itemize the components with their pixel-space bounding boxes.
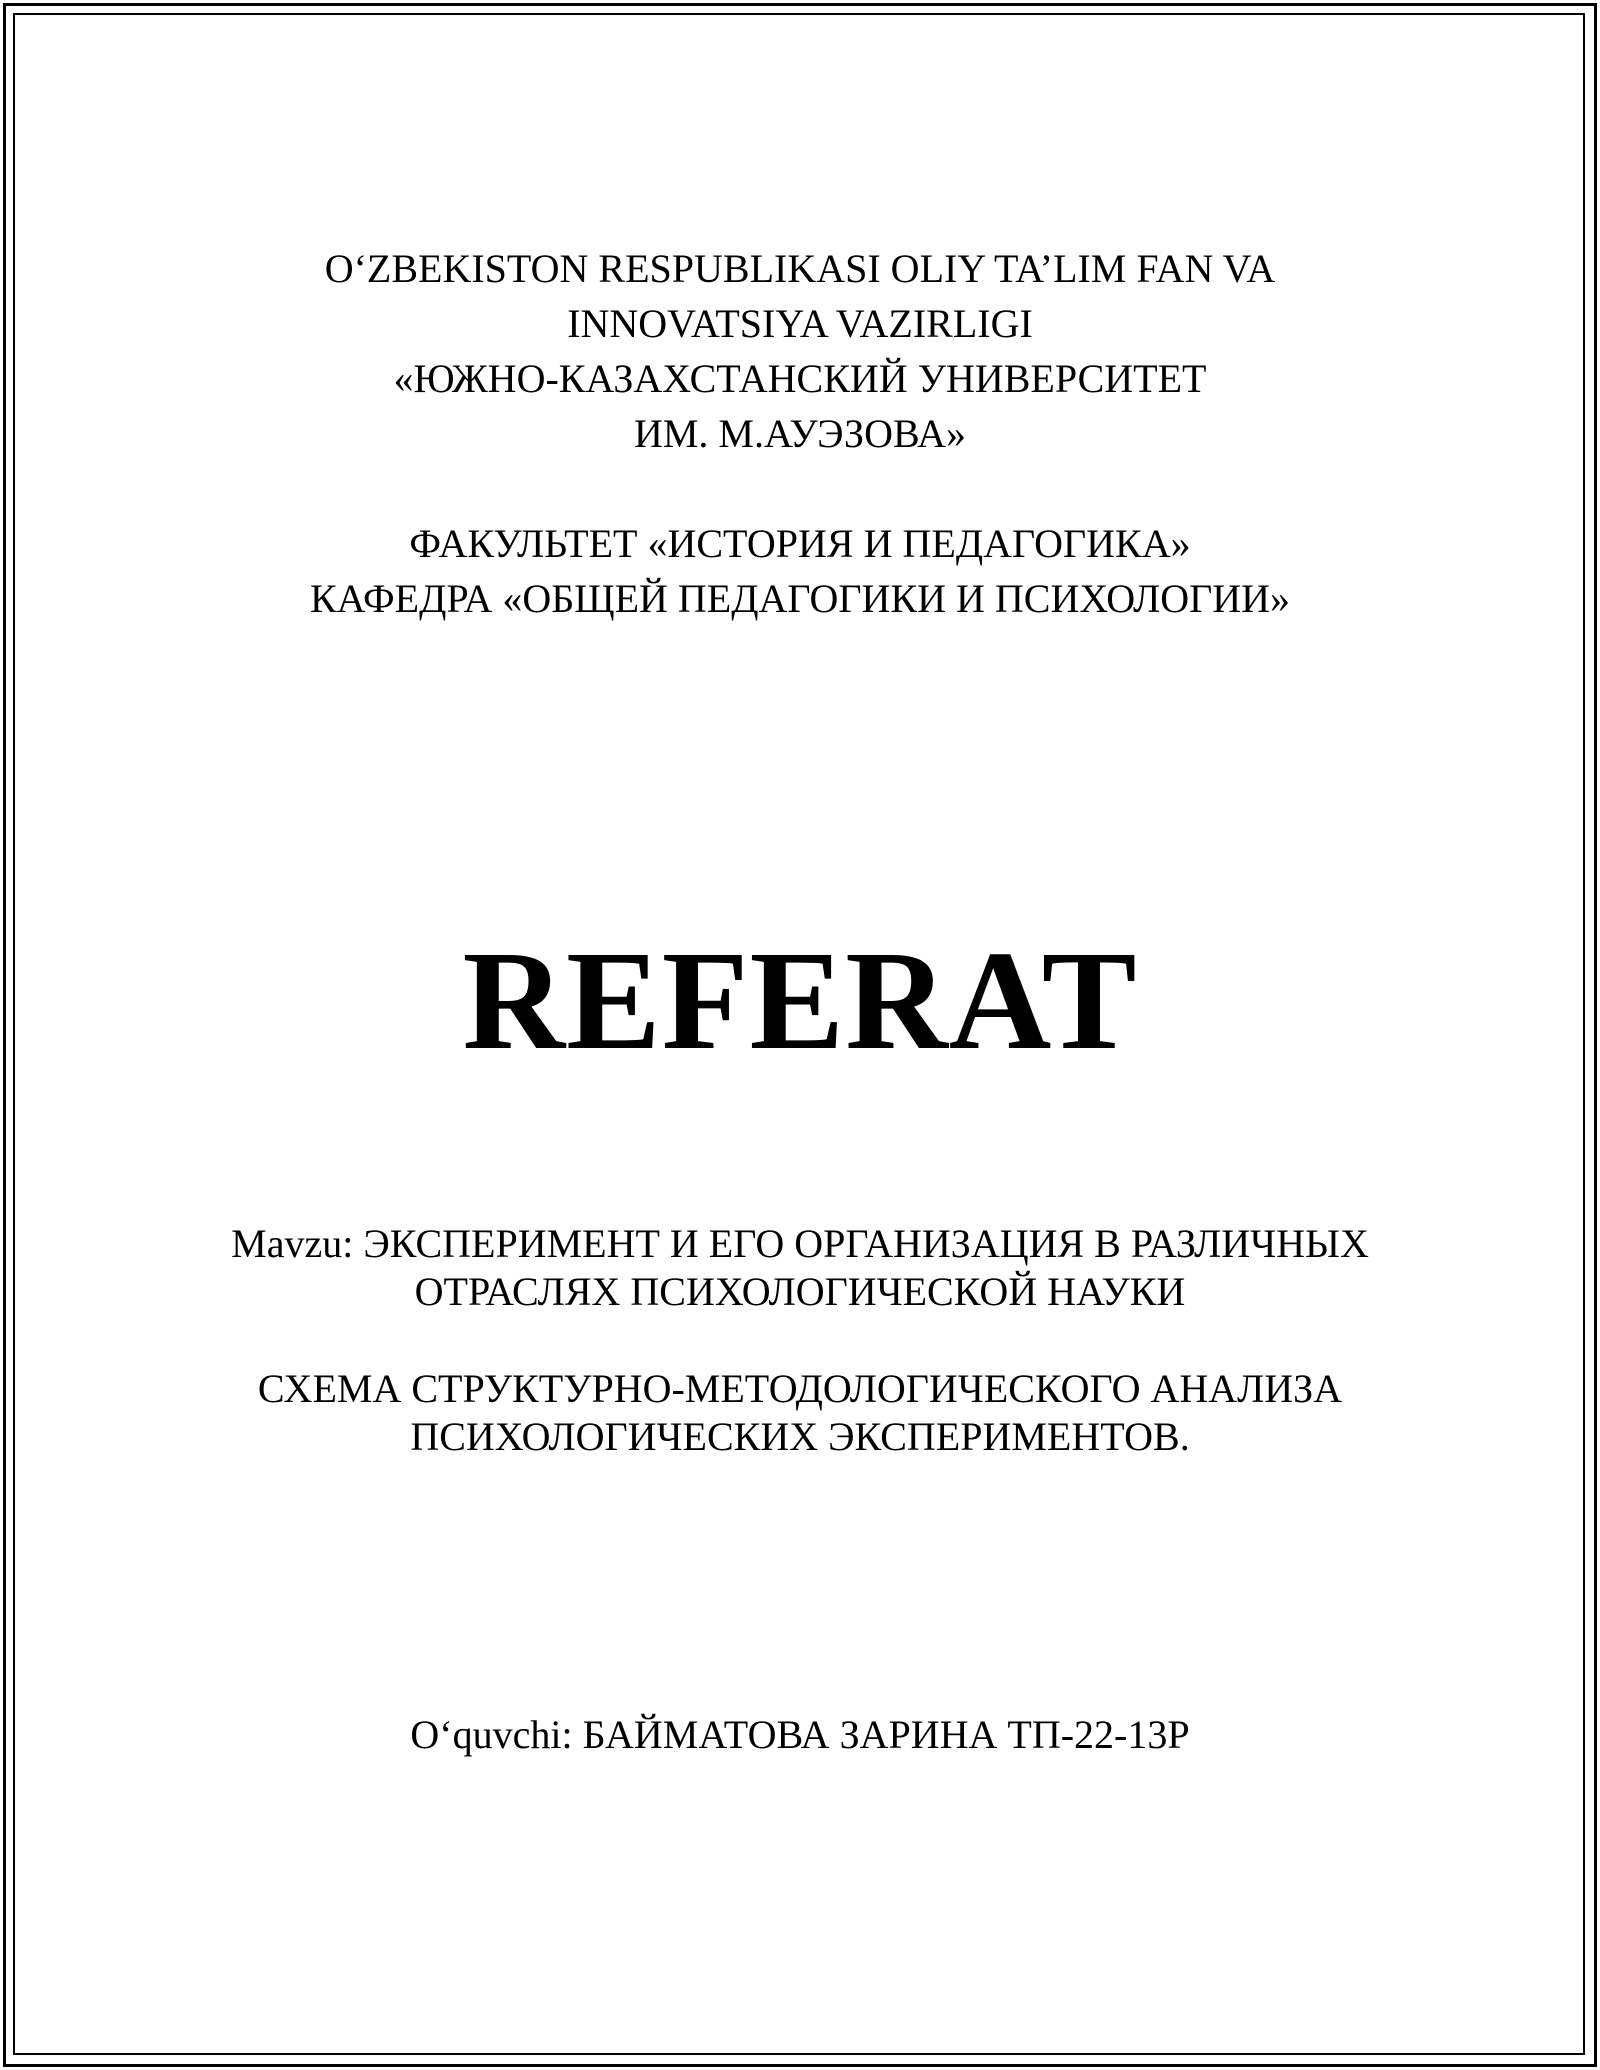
document-title: REFERAT <box>462 921 1138 1079</box>
ministry-line-2: INNOVATSIYA VAZIRLIGI <box>567 301 1033 346</box>
university-line-2: ИМ. М.АУЭЗОВА» <box>633 411 967 456</box>
topic-line-3: СХЕМА СТРУКТУРНО-МЕТОДОЛОГИЧЕСКОГО АНАЛИЗА <box>257 1366 1343 1411</box>
topic-line-4: ПСИХОЛОГИЧЕСКИХ ЭКСПЕРИМЕНТОВ. <box>410 1414 1190 1459</box>
department-line: КАФЕДРА «ОБЩЕЙ ПЕДАГОГИКИ И ПСИХОЛОГИИ» <box>310 576 1290 621</box>
student-line: O‘quvchi: БАЙМАТОВА ЗАРИНА ТП-22-13Р <box>410 1712 1190 1757</box>
ministry-line-1: O‘ZBEKISTON RESPUBLIKASI OLIY TA’LIM FAN VA <box>324 246 1276 291</box>
topic-line-2: ОТРАСЛЯХ ПСИХОЛОГИЧЕСКОЙ НАУКИ <box>414 1269 1186 1314</box>
university-line-1: «ЮЖНО-КАЗАХСТАНСКИЙ УНИВЕРСИТЕТ <box>393 356 1207 401</box>
faculty-line: ФАКУЛЬТЕТ «ИСТОРИЯ И ПЕДАГОГИКА» <box>409 521 1191 566</box>
topic-line-1: Mavzu: ЭКСПЕРИМЕНТ И ЕГО ОРГАНИЗАЦИЯ В РАЗЛИЧНЫХ <box>231 1221 1369 1266</box>
